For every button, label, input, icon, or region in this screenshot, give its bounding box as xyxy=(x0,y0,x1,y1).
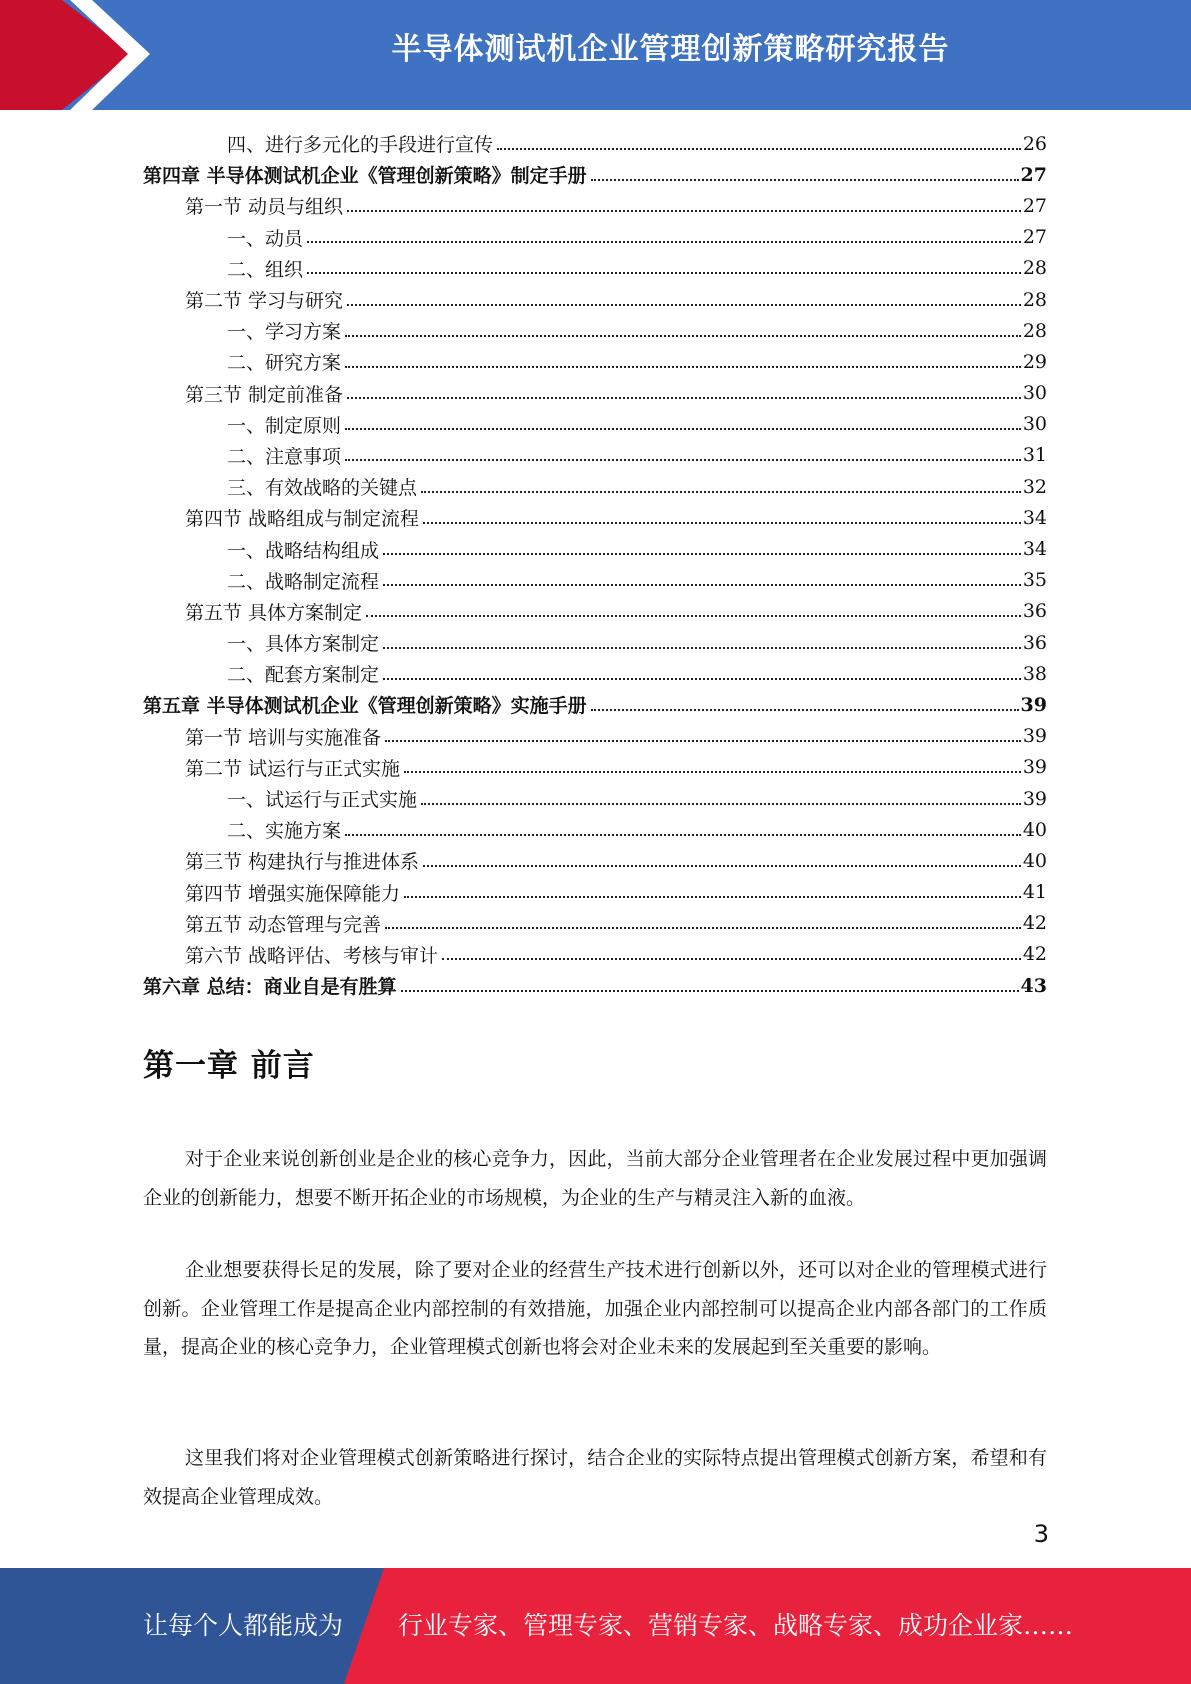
toc-leader-dots xyxy=(383,678,1021,680)
toc-leader-dots xyxy=(347,397,1021,399)
table-of-contents xyxy=(143,128,1047,1001)
toc-leader-dots xyxy=(421,803,1021,805)
toc-entry[interactable] xyxy=(143,908,1047,939)
toc-entry-label: 第二节 学习与研究 xyxy=(185,290,344,313)
toc-entry-page: 40 xyxy=(1022,818,1047,841)
toc-entry-page: 27 xyxy=(1022,226,1047,249)
toc-entry[interactable] xyxy=(143,346,1047,377)
toc-leader-dots xyxy=(421,491,1021,493)
toc-entry-page: 27 xyxy=(1022,194,1047,217)
toc-entry[interactable] xyxy=(143,128,1047,159)
toc-entry-page: 38 xyxy=(1022,662,1047,685)
toc-entry-page: 30 xyxy=(1022,382,1047,405)
toc-entry[interactable] xyxy=(143,315,1047,346)
toc-entry-page: 28 xyxy=(1022,288,1047,311)
toc-entry-page: 41 xyxy=(1022,881,1047,904)
toc-entry-label: 二、配套方案制定 xyxy=(227,664,380,687)
toc-entry-page: 42 xyxy=(1022,912,1047,935)
toc-entry-label: 三、有效战略的关键点 xyxy=(227,477,418,500)
toc-entry-page: 34 xyxy=(1022,538,1047,561)
toc-entry[interactable] xyxy=(143,378,1047,409)
toc-leader-dots xyxy=(345,366,1021,368)
toc-entry[interactable] xyxy=(143,689,1047,720)
toc-entry-label: 第六节 战略评估、考核与审计 xyxy=(185,944,439,967)
toc-leader-dots xyxy=(347,210,1021,212)
toc-entry-label: 二、研究方案 xyxy=(227,352,342,375)
toc-entry[interactable] xyxy=(143,471,1047,502)
toc-entry-page: 39 xyxy=(1020,693,1047,716)
toc-leader-dots xyxy=(401,990,1019,992)
toc-leader-dots xyxy=(345,428,1021,430)
toc-entry[interactable] xyxy=(143,877,1047,908)
toc-leader-dots xyxy=(591,179,1019,181)
chapter-heading: 第一章 前言 xyxy=(143,1048,315,1084)
toc-entry[interactable] xyxy=(143,783,1047,814)
toc-entry-page: 43 xyxy=(1020,974,1047,997)
toc-entry-label: 第四节 增强实施保障能力 xyxy=(185,882,401,905)
toc-leader-dots xyxy=(497,148,1021,150)
toc-leader-dots xyxy=(404,896,1021,898)
toc-entry-page: 32 xyxy=(1022,475,1047,498)
toc-entry-page: 34 xyxy=(1022,506,1047,529)
toc-entry-label: 第五节 动态管理与完善 xyxy=(185,913,382,936)
toc-entry-page: 29 xyxy=(1022,350,1047,373)
toc-entry-page: 39 xyxy=(1022,725,1047,748)
toc-entry-label: 一、动员 xyxy=(227,227,304,250)
toc-entry[interactable] xyxy=(143,658,1047,689)
page-footer xyxy=(0,1568,1191,1684)
toc-leader-dots xyxy=(345,459,1021,461)
toc-entry-label: 第二节 试运行与正式实施 xyxy=(185,757,401,780)
toc-leader-dots xyxy=(385,740,1021,742)
toc-entry-label: 二、实施方案 xyxy=(227,820,342,843)
toc-entry-page: 39 xyxy=(1022,787,1047,810)
body-paragraph: 企业想要获得长足的发展，除了要对企业的经营生产技术进行创新以外，还可以对企业的管理模式进行创新。企业管理工作是提高企业内部控制的有效措施，加强企业内部控制可以提高企业内部各部门的工作质量，提高企业的核心竞争力，企业管理模式创新也将会对企业未来的发展起到至关重要的影响。 xyxy=(143,1259,1047,1358)
toc-entry[interactable] xyxy=(143,565,1047,596)
toc-entry-label: 第六章 总结：商业自是有胜算 xyxy=(143,976,397,999)
toc-leader-dots xyxy=(404,771,1021,773)
toc-leader-dots xyxy=(366,615,1021,617)
toc-entry[interactable] xyxy=(143,159,1047,190)
page-header xyxy=(0,0,1191,110)
toc-leader-dots xyxy=(442,958,1021,960)
toc-leader-dots xyxy=(345,834,1021,836)
footer-slogan-left: 让每个人都能成为 xyxy=(143,1611,344,1640)
toc-entry-page: 36 xyxy=(1022,631,1047,654)
toc-entry[interactable] xyxy=(143,253,1047,284)
toc-entry-label: 第三节 制定前准备 xyxy=(185,383,344,406)
toc-entry-label: 二、战略制定流程 xyxy=(227,570,380,593)
toc-entry-page: 28 xyxy=(1022,319,1047,342)
toc-entry[interactable] xyxy=(143,222,1047,253)
toc-entry[interactable] xyxy=(143,440,1047,471)
toc-entry[interactable] xyxy=(143,596,1047,627)
footer-slogan-right: 行业专家、管理专家、营销专家、战略专家、成功企业家…… xyxy=(398,1611,1074,1640)
toc-entry[interactable] xyxy=(143,190,1047,221)
toc-leader-dots xyxy=(307,241,1021,243)
body-paragraph: 对于企业来说创新创业是企业的核心竞争力，因此，当前大部分企业管理者在企业发展过程中更加强调企业的创新能力，想要不断开拓企业的市场规模，为企业的生产与精灵注入新的血液。 xyxy=(143,1148,1047,1209)
toc-entry-label: 四、进行多元化的手段进行宣传 xyxy=(227,134,494,157)
toc-leader-dots xyxy=(423,865,1021,867)
toc-entry-label: 一、制定原则 xyxy=(227,414,342,437)
toc-entry[interactable] xyxy=(143,284,1047,315)
toc-leader-dots xyxy=(591,709,1019,711)
toc-entry-page: 30 xyxy=(1022,413,1047,436)
toc-entry-page: 42 xyxy=(1022,943,1047,966)
toc-leader-dots xyxy=(385,927,1021,929)
toc-entry-page: 40 xyxy=(1022,849,1047,872)
toc-entry-label: 二、注意事项 xyxy=(227,445,342,468)
toc-entry-label: 第四节 战略组成与制定流程 xyxy=(185,508,420,531)
toc-entry[interactable] xyxy=(143,627,1047,658)
page-number: 3 xyxy=(1033,1520,1049,1548)
toc-entry-page: 27 xyxy=(1020,163,1047,186)
toc-entry[interactable] xyxy=(143,939,1047,970)
toc-leader-dots xyxy=(345,335,1021,337)
toc-leader-dots xyxy=(423,522,1021,524)
toc-entry-label: 第一节 动员与组织 xyxy=(185,196,344,219)
toc-entry-label: 一、战略结构组成 xyxy=(227,539,380,562)
toc-leader-dots xyxy=(383,553,1021,555)
toc-entry-label: 第五节 具体方案制定 xyxy=(185,601,363,624)
toc-entry-page: 26 xyxy=(1022,132,1047,155)
toc-entry-label: 第一节 培训与实施准备 xyxy=(185,726,382,749)
toc-entry-label: 第五章 半导体测试机企业《管理创新策略》实施手册 xyxy=(143,695,587,718)
toc-entry-label: 第四章 半导体测试机企业《管理创新策略》制定手册 xyxy=(143,165,587,188)
toc-leader-dots xyxy=(383,584,1021,586)
toc-entry[interactable] xyxy=(143,970,1047,1001)
toc-entry[interactable] xyxy=(143,721,1047,752)
toc-entry-page: 31 xyxy=(1022,444,1047,467)
toc-entry-page: 39 xyxy=(1022,756,1047,779)
toc-entry-label: 一、试运行与正式实施 xyxy=(227,789,418,812)
toc-entry[interactable] xyxy=(143,814,1047,845)
toc-entry-label: 第三节 构建执行与推进体系 xyxy=(185,851,420,874)
toc-leader-dots xyxy=(347,304,1021,306)
toc-entry[interactable] xyxy=(143,533,1047,564)
toc-entry[interactable] xyxy=(143,845,1047,876)
body-paragraph: 这里我们将对企业管理模式创新策略进行探讨，结合企业的实际特点提出管理模式创新方案，希望和有效提高企业管理成效。 xyxy=(143,1447,1047,1508)
toc-entry-label: 二、组织 xyxy=(227,258,304,281)
report-title: 半导体测试机企业管理创新策略研究报告 xyxy=(391,32,950,67)
toc-leader-dots xyxy=(383,647,1021,649)
toc-entry-label: 一、学习方案 xyxy=(227,321,342,344)
toc-entry-page: 36 xyxy=(1022,600,1047,623)
toc-entry[interactable] xyxy=(143,502,1047,533)
toc-entry-label: 一、具体方案制定 xyxy=(227,633,380,656)
toc-entry[interactable] xyxy=(143,409,1047,440)
toc-leader-dots xyxy=(307,272,1021,274)
toc-entry[interactable] xyxy=(143,752,1047,783)
toc-entry-page: 28 xyxy=(1022,257,1047,280)
toc-entry-page: 35 xyxy=(1022,569,1047,592)
